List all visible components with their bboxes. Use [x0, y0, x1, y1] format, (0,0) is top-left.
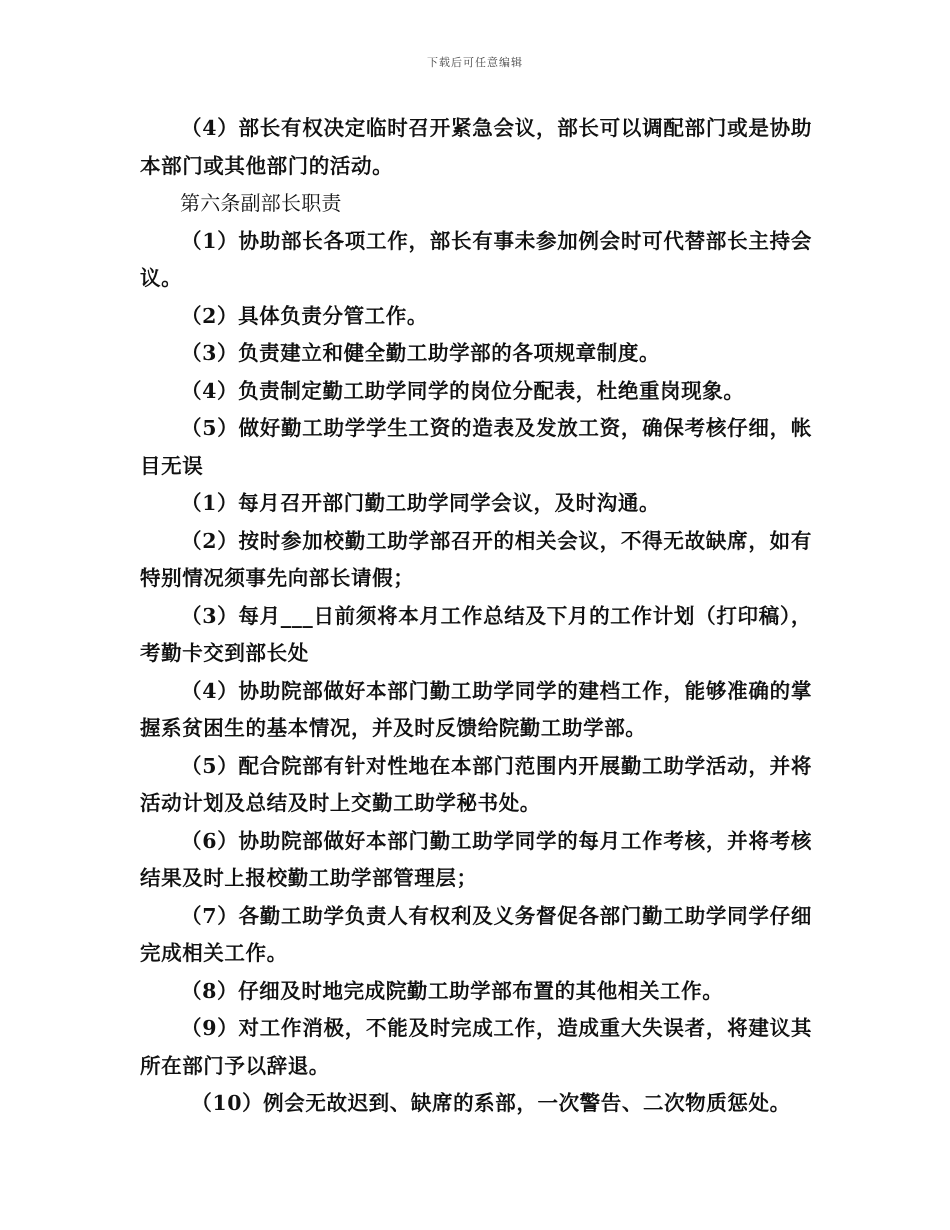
para-dismissal: （9）对工作消极，不能及时完成工作，造成重大失误者，将建议其所在部门予以辞退。: [140, 1016, 812, 1078]
para-minister-emergency-meeting: （4）部长有权决定临时召开紧急会议，部长可以调配部门或是协助本部门或其他部门的活动。: [140, 116, 812, 178]
para-monthly-meeting: （1）每月召开部门勤工助学同学会议，及时沟通。: [181, 491, 661, 515]
para-lateness: （10）例会无故迟到、缺席的系部，一次警告、二次物质惩处。: [191, 1091, 791, 1115]
para-deputy-allocation: （4）负责制定勤工助学同学的岗位分配表，杜绝重岗现象。: [181, 378, 745, 403]
para-monthly-summary: （3）每月___日前须将本月工作总结及下月的工作计划（打印稿），考勤卡交到部长处: [140, 603, 812, 665]
para-responsibility: （7）各勤工助学负责人有权利及义务督促各部门勤工助学同学仔细完成相关工作。: [140, 903, 812, 965]
page-header: 下载后可任意编辑: [427, 56, 523, 69]
para-deputy-wages: （5）做好勤工助学学生工资的造表及发放工资，确保考核仔细，帐目无误: [140, 416, 812, 478]
para-deputy-assist: （1）协助部长各项工作，部长有事未参加例会时可代替部长主持会议。: [140, 228, 812, 290]
para-attend-meetings: （2）按时参加校勤工助学部召开的相关会议，不得无故缺席，如有特别情况须事先向部长请假；: [140, 528, 812, 590]
para-deputy-specific: （2）具体负责分管工作。: [181, 303, 428, 328]
para-assessment: （6）协助院部做好本部门勤工助学同学的每月工作考核，并将考核结果及时上报校勤工助学部管理层；: [140, 828, 812, 890]
para-deputy-rules: （3）负责建立和健全勤工助学部的各项规章制度。: [181, 341, 661, 365]
heading-article-six: 第六条副部长职责: [180, 191, 342, 215]
para-archive: （4）协助院部做好本部门勤工助学同学的建档工作，能够准确的掌握系贫困生的基本情况，并及时反馈给院勤工助学部。: [140, 678, 812, 740]
para-activities: （5）配合院部有针对性地在本部门范围内开展勤工助学活动，并将活动计划及总结及时上交勤工助学秘书处。: [140, 753, 812, 815]
para-other-work: （8）仔细及时地完成院勤工助学部布置的其他相关工作。: [181, 978, 724, 1003]
document-body: [140, 110, 812, 1123]
